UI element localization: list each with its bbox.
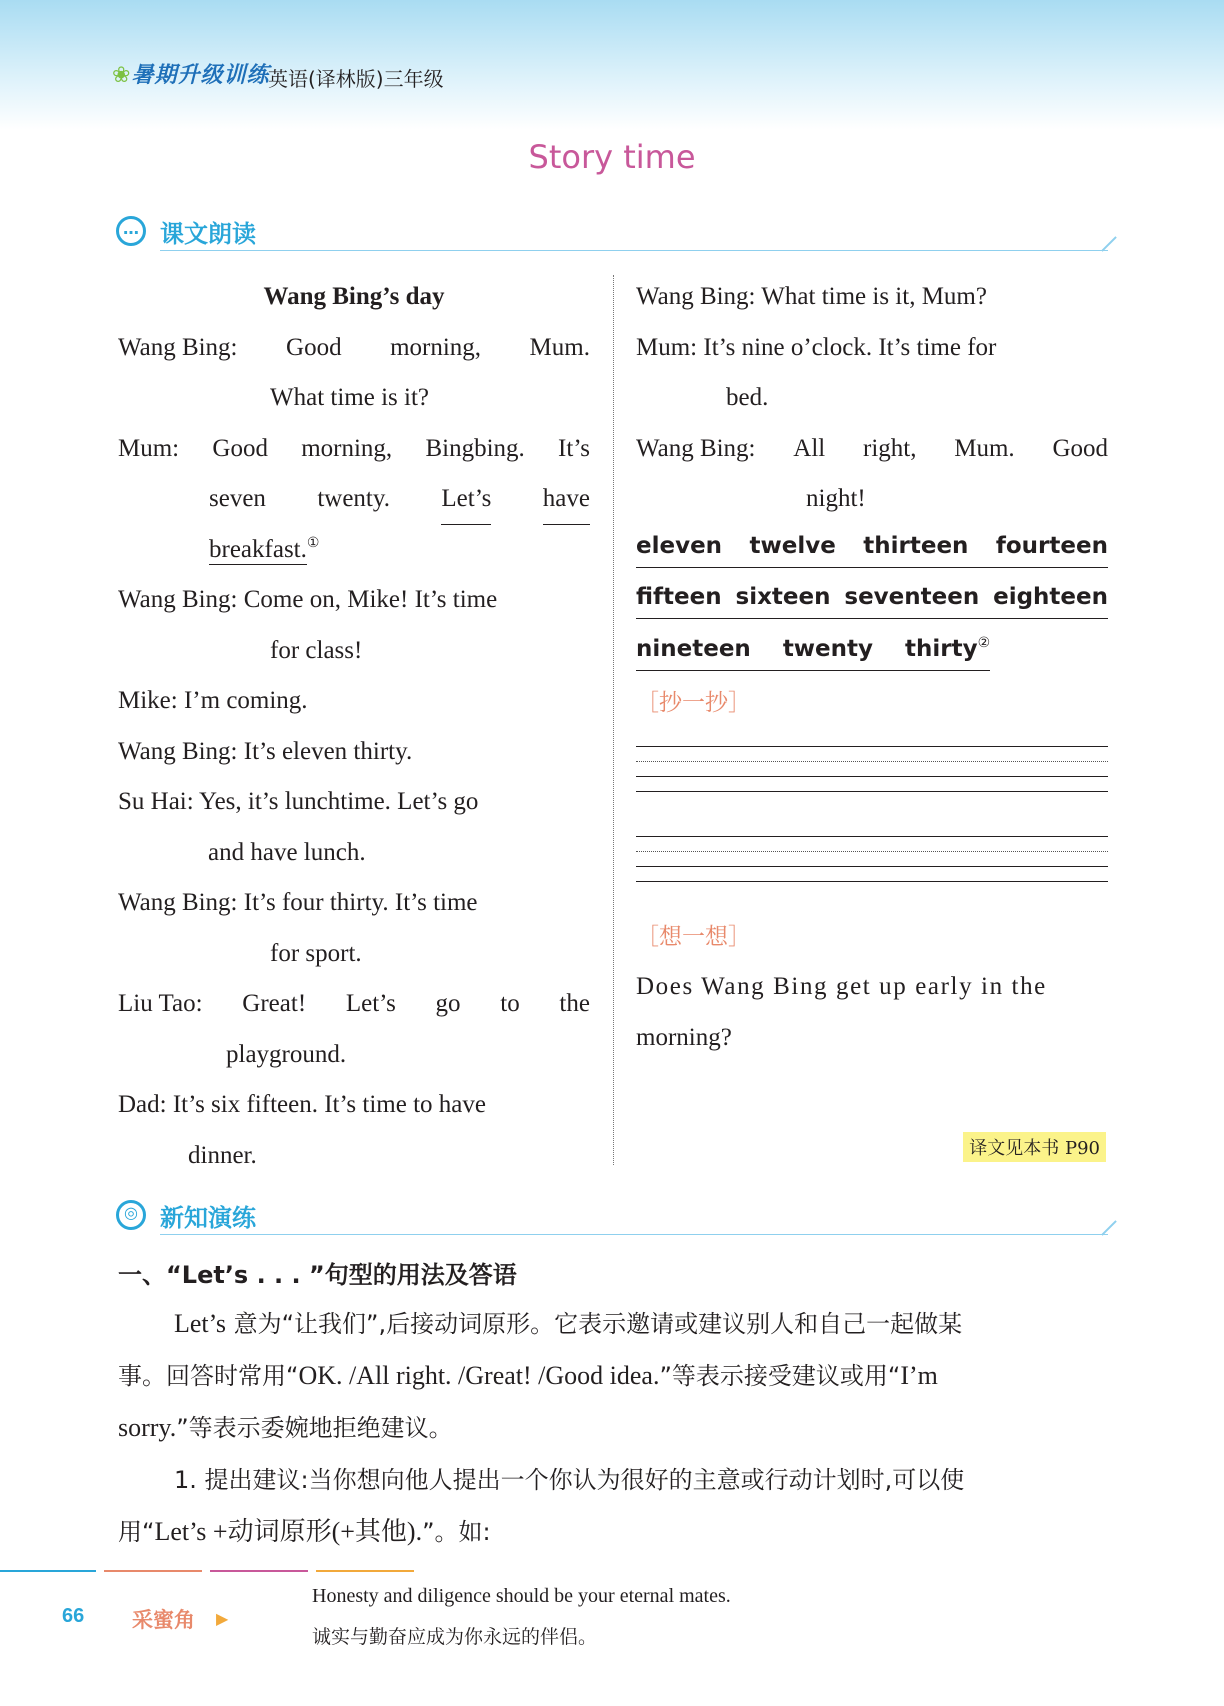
- cn-text: 用“: [118, 1518, 155, 1546]
- number-word: eighteen: [993, 584, 1108, 610]
- speaker: Wang Bing:: [118, 333, 238, 361]
- speaker: Liu Tao:: [118, 990, 203, 1017]
- question-line: [636, 962, 1108, 1013]
- target-icon: ◎: [116, 1200, 146, 1230]
- writing-line: [636, 776, 1108, 777]
- dialogue-line: Mum: It’s nine o’clock. It’s time for: [636, 333, 997, 361]
- dialogue-line: Su Hai: Yes, it’s lunchtime. Let’s go: [118, 788, 479, 815]
- writing-line: [636, 836, 1108, 837]
- brand-logo: [112, 58, 269, 89]
- latin-text: Let’s +动词原形(+其他).: [154, 1517, 423, 1546]
- word: Let’s: [345, 990, 396, 1017]
- number-words-row: [636, 525, 1108, 568]
- number-words-row: [636, 628, 990, 671]
- cn-text: ”等表示接受建议或用“: [659, 1362, 901, 1390]
- section-rule-tick: [1101, 1220, 1117, 1236]
- footer-rule-segment: [316, 1570, 414, 1572]
- dialogue-line: bed.: [726, 384, 769, 411]
- number-word: thirteen: [863, 532, 969, 559]
- section-title: 新知演练: [160, 1204, 256, 1232]
- copy-writing-lines[interactable]: [636, 732, 1108, 882]
- section-reading: [116, 212, 1108, 252]
- word: to: [500, 990, 520, 1017]
- play-arrow-icon: ▶: [216, 1609, 229, 1628]
- dialogue-line: What time is it?: [270, 384, 429, 411]
- grammar-paragraph: [118, 1506, 1108, 1558]
- word: morning,: [390, 333, 482, 361]
- number-word: eleven: [636, 532, 723, 559]
- footnote-mark: ①: [306, 535, 320, 551]
- brand-text: 暑期升级训练: [131, 62, 270, 87]
- number-word: twelve: [749, 532, 836, 559]
- word: seven: [209, 485, 266, 512]
- footer-rule-segment: [210, 1570, 308, 1572]
- writing-line: [636, 746, 1108, 747]
- writing-line: [636, 881, 1108, 882]
- number-word: twenty: [782, 635, 874, 662]
- latin-text: I’m: [900, 1361, 938, 1390]
- word: Good: [1052, 434, 1108, 462]
- dialogue-left-column: [118, 272, 590, 1181]
- section-rule: [160, 250, 1108, 251]
- think-label: ［想一想］: [636, 924, 751, 950]
- cn-text: 事。回答时常用“: [118, 1362, 299, 1390]
- footer-rule-segment: [104, 1570, 202, 1572]
- footer-rule-segment: [0, 1570, 96, 1572]
- dialogue-line: Wang Bing: Come on, Mike! It’s time: [118, 586, 498, 613]
- word: Great!: [242, 990, 307, 1017]
- number-word: fifteen: [636, 584, 722, 610]
- grammar-heading: 一、“Let’s . . . ”句型的用法及答语: [118, 1261, 517, 1289]
- dialogue-line: Wang Bing: It’s eleven thirty.: [118, 737, 413, 765]
- quote-english: Honesty and diligence should be your eternal mates.: [312, 1585, 731, 1607]
- dialogue-line: [636, 424, 1108, 475]
- dialogue-line: [118, 474, 590, 525]
- grammar-paragraph: [118, 1298, 1108, 1350]
- copy-label: ［抄一抄］: [636, 690, 751, 716]
- book-subject: 英语(译林版)三年级: [268, 67, 444, 91]
- dialogue-line: Wang Bing: It’s four thirty. It’s time: [118, 889, 478, 916]
- page-title: Story time: [528, 138, 696, 176]
- cn-text: 意为“让我们”,后接动词原形。它表示邀请或建议别人和自己一起做某: [226, 1310, 963, 1338]
- section-rule: [160, 1234, 1108, 1235]
- word: right,: [863, 434, 917, 462]
- dialogue-line: playground.: [226, 1040, 347, 1068]
- word: It’s: [558, 434, 590, 462]
- number-words-row: [636, 576, 1108, 619]
- word: the: [559, 990, 590, 1017]
- page-number: 66: [62, 1605, 85, 1627]
- dialogue-line: Mike: I’m coming.: [118, 687, 308, 714]
- number-word: seventeen: [844, 584, 980, 610]
- underlined-word: Let’s: [441, 474, 491, 525]
- dialogue-line: dinner.: [188, 1141, 257, 1169]
- section-rule-tick: [1101, 236, 1117, 252]
- writing-line: [636, 761, 1108, 762]
- underlined-word: breakfast.: [209, 535, 307, 563]
- underlined-word: have: [543, 474, 590, 525]
- latin-text: sorry.: [118, 1413, 177, 1442]
- footnote-mark: ②: [977, 634, 991, 651]
- word: twenty.: [317, 485, 390, 512]
- dialogue-line: [118, 424, 590, 475]
- number-word: nineteen: [636, 635, 751, 662]
- latin-text: OK. /All right. /Great! /Good idea.: [298, 1361, 660, 1390]
- cn-text: ”。如:: [422, 1518, 491, 1546]
- word: Mum.: [954, 434, 1015, 462]
- speech-bubble-icon: …: [116, 216, 146, 246]
- dialogue-line: Wang Bing: What time is it, Mum?: [636, 283, 987, 310]
- word: Bingbing.: [425, 434, 525, 462]
- translation-reference: 译文见本书 P90: [963, 1132, 1106, 1162]
- number-word: thirty: [905, 635, 978, 662]
- writing-line: [636, 851, 1108, 852]
- column-divider: [613, 275, 614, 1165]
- dialogue-title: Wang Bing’s day: [263, 283, 445, 310]
- word: go: [435, 990, 461, 1017]
- dialogue-line: [118, 979, 590, 1030]
- dialogue-line: night!: [806, 485, 866, 512]
- word: Mum.: [529, 333, 590, 361]
- grammar-paragraph: [118, 1454, 1108, 1506]
- section-title: 课文朗读: [160, 220, 256, 248]
- writing-line: [636, 791, 1108, 792]
- dialogue-line: for class!: [270, 636, 363, 664]
- dialogue-line: [118, 323, 590, 374]
- leaf-icon: ❀: [112, 62, 132, 87]
- word: morning,: [301, 434, 393, 462]
- number-word: fourteen: [995, 532, 1108, 559]
- quote-chinese: 诚实与勤奋应成为你永远的伴侣。: [312, 1626, 598, 1648]
- dialogue-line: for sport.: [270, 939, 362, 967]
- grammar-paragraph: [118, 1402, 1108, 1454]
- speaker: Wang Bing:: [636, 434, 756, 462]
- writing-line: [636, 866, 1108, 867]
- grammar-paragraph: [118, 1350, 1108, 1402]
- word: Good: [212, 434, 268, 462]
- corner-label: 采蜜角: [132, 1608, 195, 1632]
- cn-text: 1. 提出建议:当你想向他人提出一个你认为很好的主意或行动计划时,可以使: [174, 1466, 965, 1494]
- word: Good: [286, 333, 342, 361]
- speaker: Mum:: [118, 434, 180, 462]
- number-word-with-mark: [905, 628, 990, 670]
- dialogue-right-column: [636, 272, 1108, 1063]
- dialogue-line: [118, 525, 590, 576]
- question-line: morning?: [636, 1023, 732, 1051]
- dialogue-line: Dad: It’s six fifteen. It’s time to have: [118, 1091, 486, 1118]
- number-word: sixteen: [735, 584, 831, 610]
- number-words-row-wrap: [636, 628, 1108, 679]
- question-text: Does Wang Bing get up early in the: [636, 973, 1047, 1000]
- word: All: [793, 434, 826, 462]
- dialogue-line: and have lunch.: [208, 838, 366, 866]
- latin-text: Let’s: [174, 1309, 226, 1338]
- section-practice: [116, 1196, 1108, 1236]
- cn-text: ”等表示委婉地拒绝建议。: [176, 1414, 453, 1442]
